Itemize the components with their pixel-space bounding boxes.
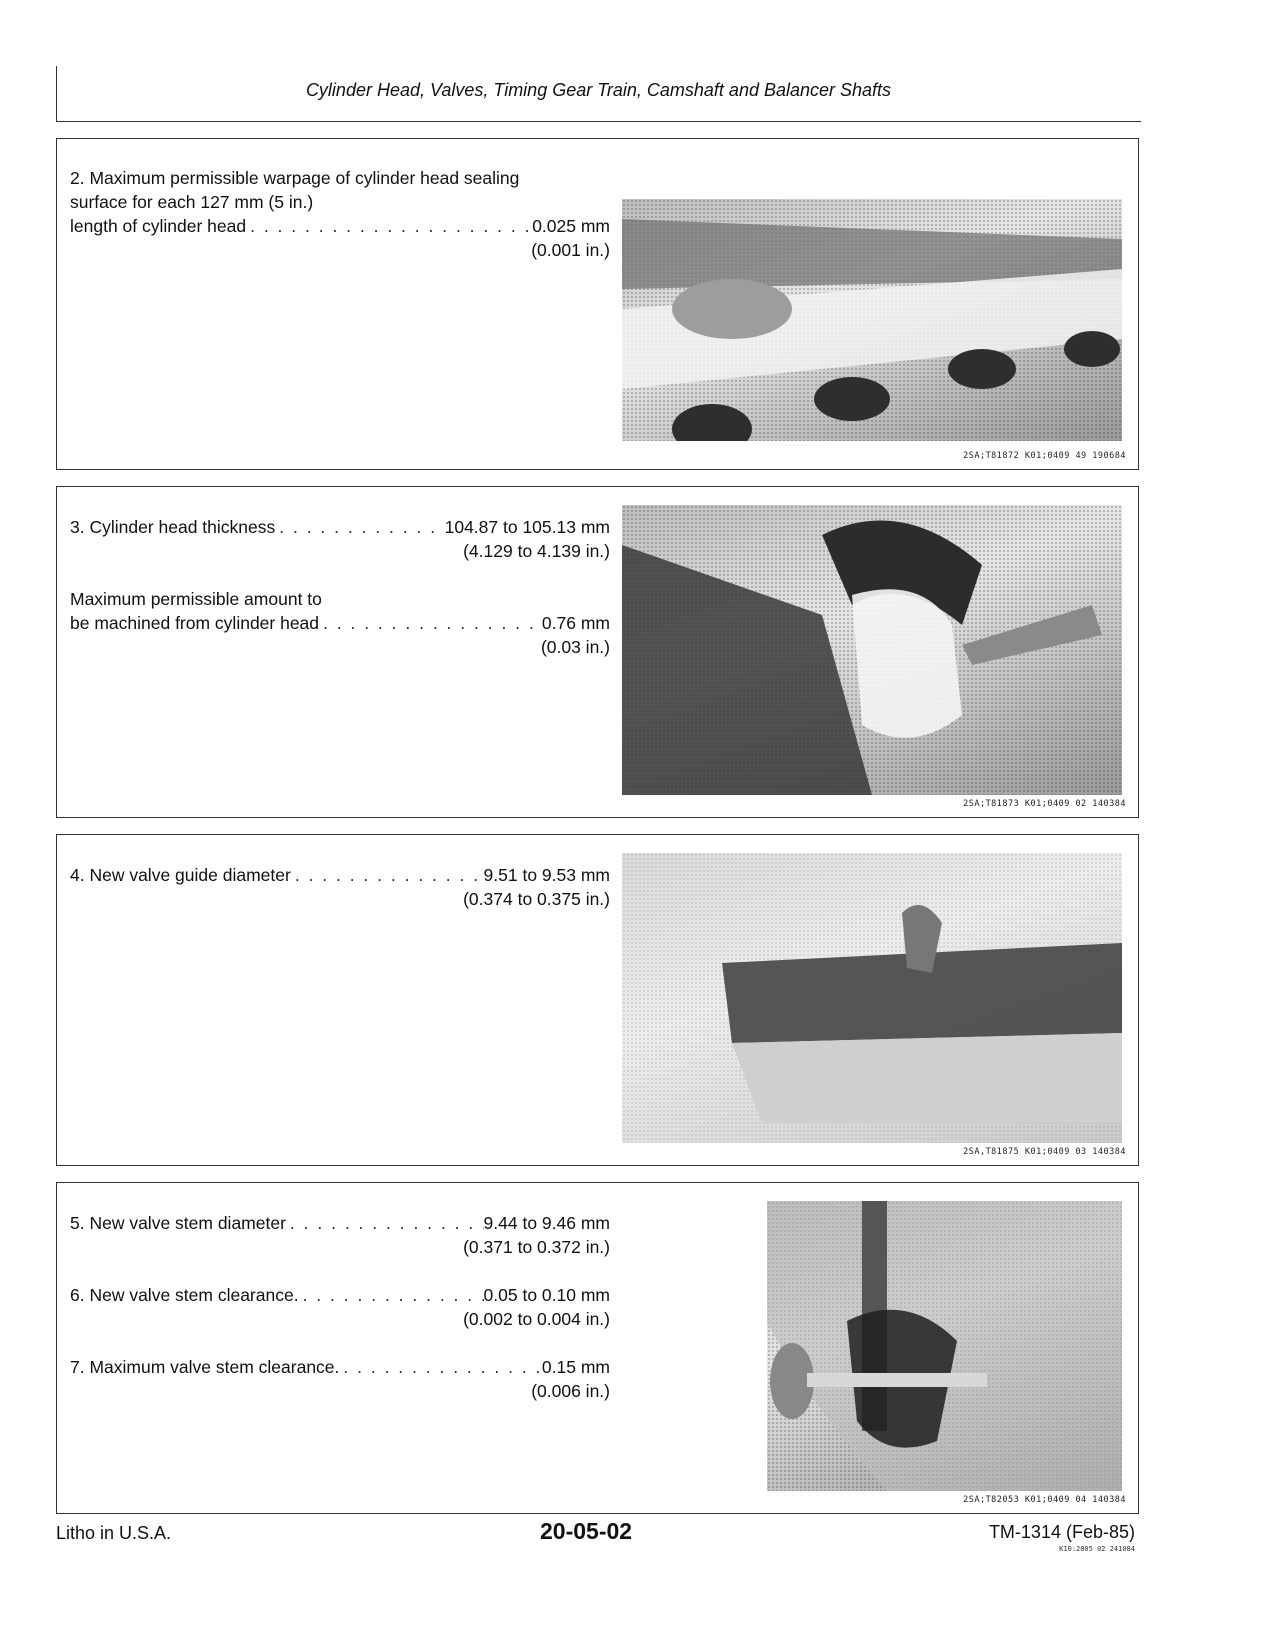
dot-leader <box>286 1211 484 1235</box>
spec-label: 5. New valve stem diameter <box>70 1213 286 1233</box>
spec-label: length of cylinder head <box>70 216 247 236</box>
spec-value: 9.51 to 9.53 mm <box>483 865 610 885</box>
page-header-title: Cylinder Head, Valves, Timing Gear Train, Camshaft and Balancer Shafts <box>305 80 892 100</box>
spec-label: 7. Maximum valve stem clearance. <box>70 1357 340 1377</box>
cylinder-head-straightedge-photo <box>622 199 1122 441</box>
spec-value: 0.025 mm <box>532 216 610 236</box>
spec-text-block <box>70 863 610 935</box>
spec-text-block <box>70 1211 610 1427</box>
spec-value: 104.87 to 105.13 mm <box>444 517 610 537</box>
valve-stem-micrometer-photo <box>767 1201 1122 1491</box>
page-number: 20-05-02 <box>540 1518 633 1544</box>
spec-value-imperial: (0.03 in.) <box>540 637 610 657</box>
figure-code: 2SA,T81875 K01;0409 03 140384 <box>963 1147 1126 1157</box>
spec-intro-line: Maximum permissible amount to <box>70 589 322 609</box>
dot-leader <box>246 214 532 238</box>
spec-panel-2 <box>56 486 1139 818</box>
spec-item <box>70 587 610 659</box>
spec-value-imperial: (4.129 to 4.139 in.) <box>463 541 610 561</box>
spec-label: 3. Cylinder head thickness <box>70 517 276 537</box>
footer-code: K10:2005 02 241084 <box>1059 1545 1135 1553</box>
spec-value-imperial: (0.371 to 0.372 in.) <box>463 1237 610 1257</box>
spec-item <box>70 1211 610 1259</box>
spec-value: 0.15 mm <box>541 1357 610 1377</box>
spec-value: 0.05 to 0.10 mm <box>483 1285 610 1305</box>
spec-value-imperial: (0.374 to 0.375 in.) <box>463 889 610 909</box>
spec-label: 6. New valve stem clearance. <box>70 1285 299 1305</box>
spec-item <box>70 1355 610 1403</box>
footer-litho: Litho in U.S.A. <box>56 1523 172 1543</box>
dot-leader <box>291 863 484 887</box>
spec-text-block <box>70 515 610 683</box>
spec-value: 0.76 mm <box>541 613 610 633</box>
spec-value-imperial: (0.002 to 0.004 in.) <box>463 1309 610 1329</box>
dot-leader <box>319 611 542 635</box>
spec-text-block <box>70 166 610 286</box>
spec-item <box>70 863 610 911</box>
spec-label: be machined from cylinder head <box>70 613 320 633</box>
header-divider <box>56 121 1141 122</box>
spec-value-imperial: (0.001 in.) <box>531 240 610 260</box>
spec-panel-1 <box>56 138 1139 470</box>
spec-item <box>70 166 610 262</box>
spec-item <box>70 1283 610 1331</box>
spec-value: 9.44 to 9.46 mm <box>483 1213 610 1233</box>
document-id: TM-1314 (Feb-85) <box>988 1522 1135 1542</box>
dot-leader <box>339 1355 542 1379</box>
dot-leader <box>299 1283 484 1307</box>
figure-code: 2SA;T81872 K01;0409 49 190684 <box>963 451 1126 461</box>
dot-leader <box>275 515 444 539</box>
spec-panel-4 <box>56 1182 1139 1514</box>
spec-intro-line: 2. Maximum permissible warpage of cylinder head sealing <box>70 168 520 188</box>
cylinder-head-micrometer-photo <box>622 505 1122 795</box>
spec-panel-3 <box>56 834 1139 1166</box>
spec-intro-line: surface for each 127 mm (5 in.) <box>70 192 314 212</box>
figure-code: 2SA;T82053 K01;0409 04 140384 <box>963 1495 1126 1505</box>
spec-label: 4. New valve guide diameter <box>70 865 291 885</box>
spec-value-imperial: (0.006 in.) <box>531 1381 610 1401</box>
valve-guide-gauge-photo <box>622 853 1122 1143</box>
figure-code: 2SA;T81873 K01;0409 02 140384 <box>963 799 1126 809</box>
spec-item <box>70 515 610 563</box>
